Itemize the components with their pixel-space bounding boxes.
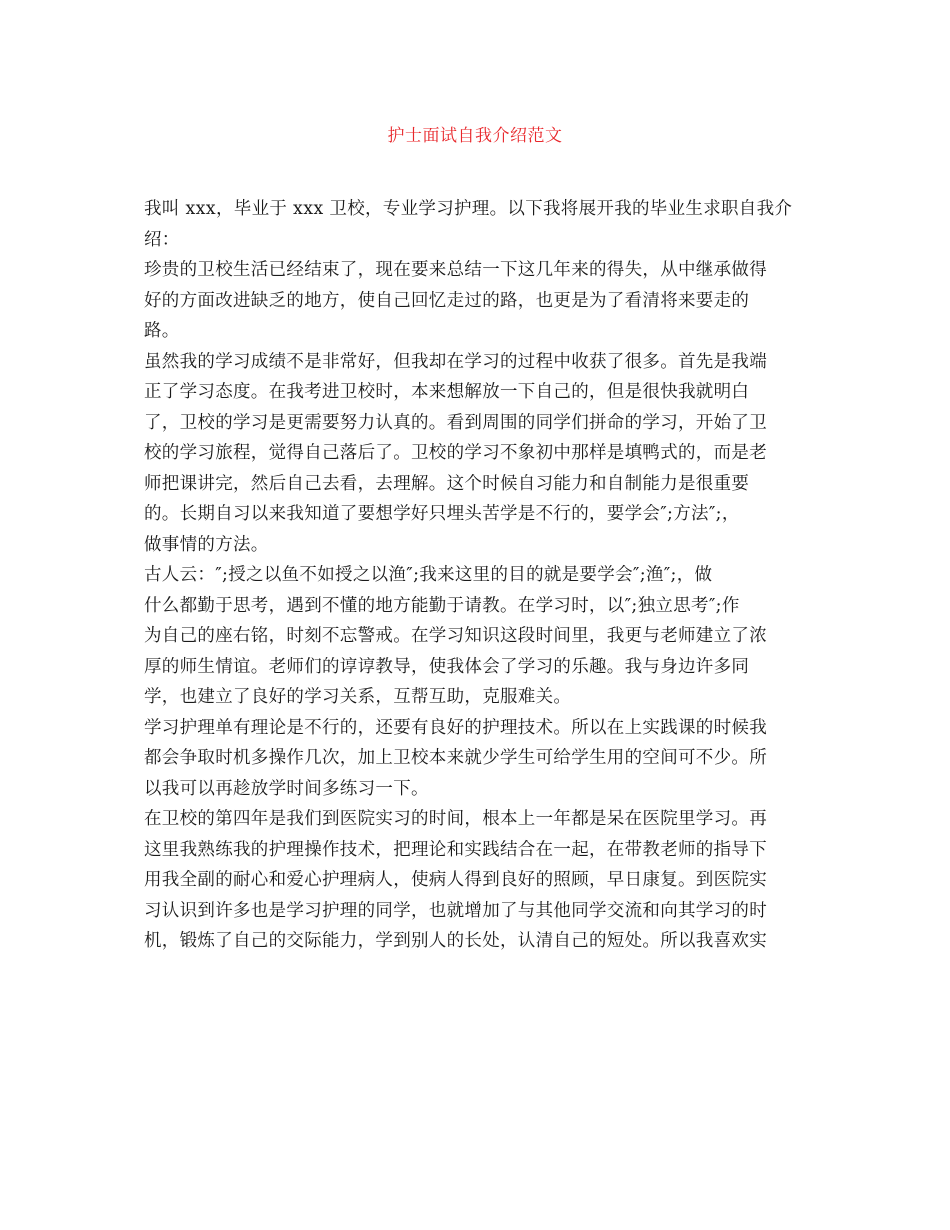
text-line: 好的方面改进缺乏的地方，使自己回忆走过的路，也更是为了看清将来要走的 <box>144 290 750 311</box>
text-line: 学，也建立了良好的学习关系，互帮互助，克服难关。 <box>144 687 572 707</box>
text-line: 学习护理单有理论是不行的，还要有良好的护理技术。所以在上实践课的时候我 <box>144 717 767 738</box>
text-line: 机，锻炼了自己的交际能力，学到别人的长处，认清自己的短处。所以我喜欢实 <box>144 931 767 951</box>
text-line: 习认识到许多也是学习护理的同学，也就增加了与其他同学交流和向其学习的时 <box>144 900 767 921</box>
text-line: 都会争取时机多操作几次，加上卫校本来就少学生可给学生用的空间可不少。所 <box>144 748 767 768</box>
text-line: 虽然我的学习成绩不是非常好，但我却在学习的过程中收获了很多。首先是我端 <box>144 351 767 372</box>
text-line: 了，卫校的学习是更需要努力认真的。看到周围的同学们拼命的学习，开始了卫 <box>144 412 767 433</box>
text-line: 厚的师生情谊。老师们的谆谆教导，使我体会了学习的乐趣。我与身边许多同 <box>144 656 750 677</box>
text-line: 做事情的方法。 <box>144 534 269 555</box>
text-line: 以我可以再趁放学时间多练习一下。 <box>144 778 429 799</box>
document-body <box>144 194 809 957</box>
text-line: 正了学习态度。在我考进卫校时，本来想解放一下自己的，但是很快我就明白 <box>144 382 750 402</box>
text-line: 我叫 xxx，毕业于 xxx 卫校，专业学习护理。以下我将展开我的毕业生求职自我介 <box>144 199 793 219</box>
text-line: 这里我熟练我的护理操作技术，把理论和实践结合在一起，在带教老师的指导下 <box>144 839 767 860</box>
document-title: 护士面试自我介绍范文 <box>387 126 563 146</box>
text-line: 绍： <box>144 229 180 250</box>
text-line: 为自己的座右铭，时刻不忘警戒。在学习知识这段时间里，我更与老师建立了浓 <box>144 626 767 646</box>
text-line: 用我全副的耐心和爱心护理病人，使病人得到良好的照顾，早日康复。到医院实 <box>144 870 767 890</box>
text-line: 校的学习旅程，觉得自己落后了。卫校的学习不象初中那样是填鸭式的，而是老 <box>144 443 767 463</box>
text-line: 师把课讲完，然后自己去看，去理解。这个时候自习能力和自制能力是很重要 <box>144 473 750 494</box>
text-line: 的。长期自习以来我知道了要想学好只埋头苦学是不行的，要学会″;方法″;， <box>144 504 740 524</box>
text-line: 珍贵的卫校生活已经结束了，现在要来总结一下这几年来的得失，从中继承做得 <box>144 260 767 280</box>
text-line: 什么都勤于思考，遇到不懂的地方能勤于请教。在学习时，以″;独立思考″;作 <box>144 595 740 616</box>
text-line: 路。 <box>144 321 180 341</box>
text-line: 古人云：″;授之以鱼不如授之以渔″;我来这里的目的就是要学会″;渔″;，做 <box>144 565 713 585</box>
text-line: 在卫校的第四年是我们到医院实习的时间，根本上一年都是呆在医院里学习。再 <box>144 809 767 829</box>
